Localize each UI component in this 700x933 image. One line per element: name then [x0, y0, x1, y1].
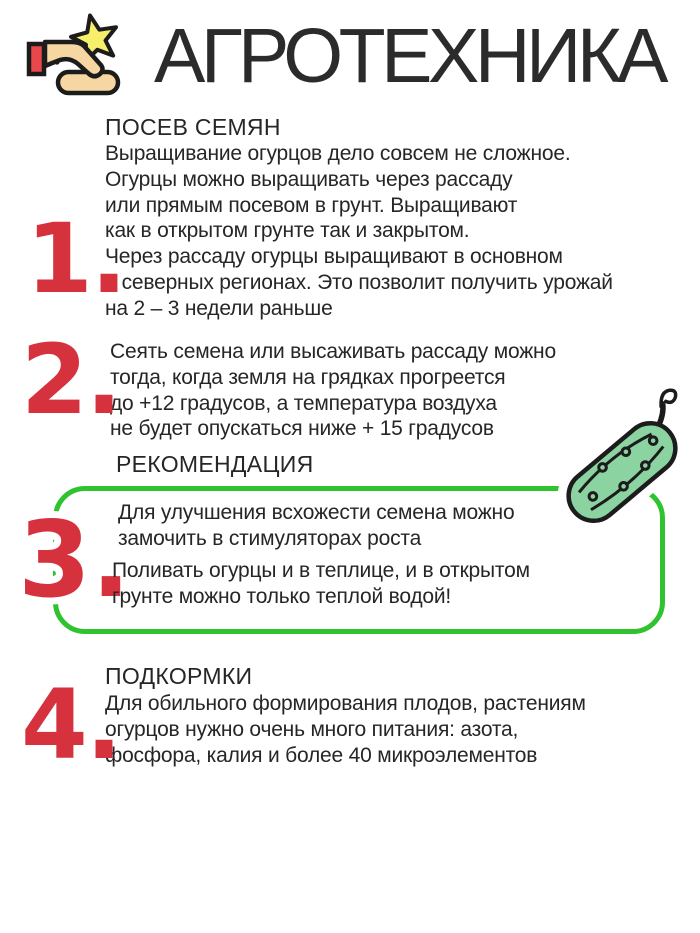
text-line: замочить в стимуляторах роста [118, 527, 422, 550]
section-1-number: 1. [26, 203, 126, 315]
text-line: Через рассаду огурцы выращивают в основном [105, 245, 563, 269]
text-line: как в открытом грунте так и закрытом. [105, 219, 470, 243]
section-4-number: 4. [21, 669, 121, 781]
section-1-heading: ПОСЕВ СЕМЯН [105, 114, 281, 140]
hand-offering-star-icon [14, 3, 136, 111]
text-line: в северных регионах. Это позволит получить урожай [105, 270, 613, 294]
text-line: Огурцы можно выращивать через рассаду [105, 167, 513, 191]
section-4-text [105, 691, 586, 768]
text-line: на 2 – 3 недели раньше [105, 296, 333, 320]
text-line: фосфора, калия и более 40 микроэлементов [105, 743, 538, 767]
section-4-heading: ПОДКОРМКИ [105, 663, 253, 689]
text-line: огурцов нужно очень много питания: азота, [105, 717, 519, 741]
text-line: тогда, когда земля на грядках прогреется [110, 365, 506, 389]
cucumber-icon [550, 380, 700, 542]
text-line: или прямым посевом в грунт. Выращивают [105, 193, 518, 217]
section-3-number: 3. [18, 499, 131, 621]
section-3-heading: РЕКОМЕНДАЦИЯ [116, 451, 314, 477]
section-1-text [105, 141, 613, 322]
section-2-number: 2. [21, 324, 121, 436]
text-line: Сеять семена или высаживать рассаду можно [110, 340, 556, 363]
text-line: грунте можно только теплой водой! [112, 585, 452, 608]
text-line: Поливать огурцы и в теплице, и в открытом [112, 559, 530, 582]
text-line: до +12 градусов, а температура воздуха [110, 391, 497, 415]
section-2-text [110, 339, 556, 442]
recommendation-text-2 [112, 558, 530, 610]
page-title: АГРОТЕХНИКА [154, 13, 665, 99]
text-line: Для обильного формирования плодов, растениям [105, 692, 586, 715]
text-line: Для улучшения всхожести семена можно [118, 501, 515, 524]
text-line: не будет опускаться ниже + 15 градусов [110, 417, 494, 441]
text-line: Выращивание огурцов дело совсем не сложное. [105, 142, 571, 165]
recommendation-text-1 [118, 500, 514, 552]
